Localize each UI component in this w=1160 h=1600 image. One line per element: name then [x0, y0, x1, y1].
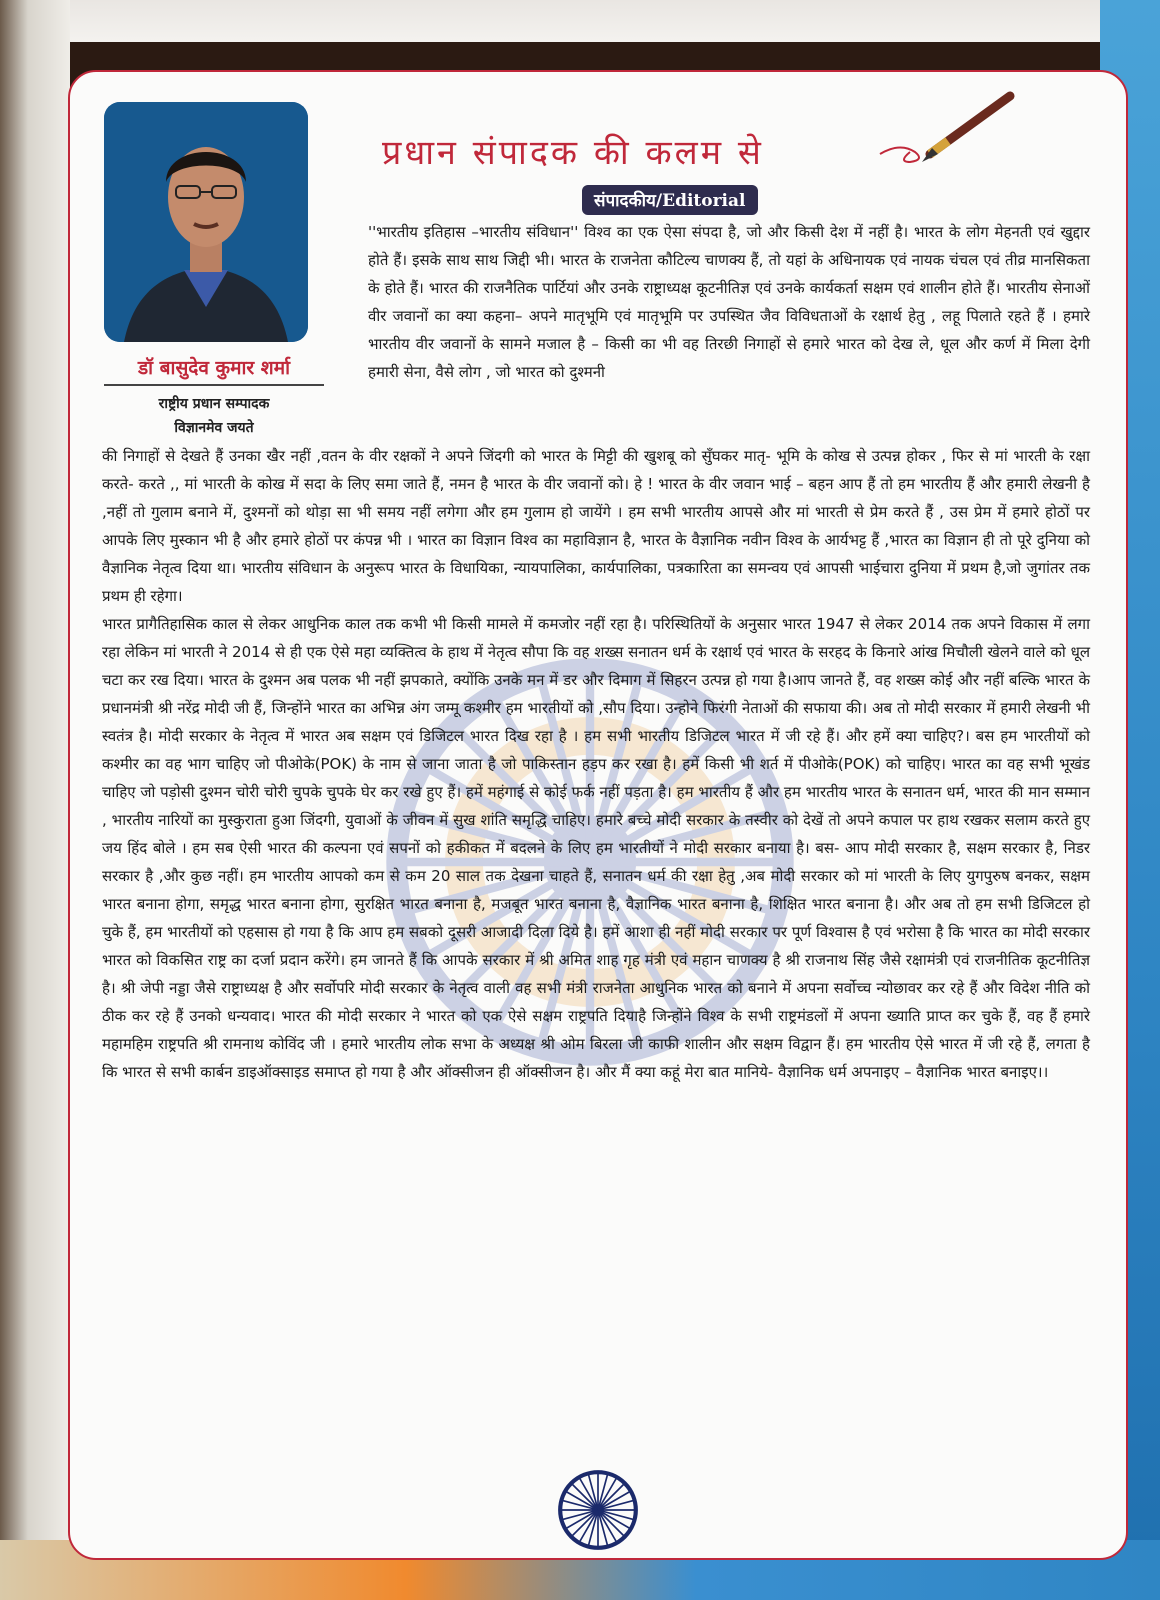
article-body: की निगाहों से देखते हैं उनका खैर नहीं ,वतन के वीर रक्षकों ने अपने जिंदगी को भारत के मिट्टी की खुशबू को सुँघकर मातृ- भूमि के कोख से उत्पन्न होकर , फिर से मां भारती के रक्षा करते- करते ,, मां भारती के कोख में सदा के लिए समा जाते हैं, नमन है भारत के वीर जवानों को। हे ! भारत के वीर जवान भाई – बहन आप हैं तो हम भारतीय हैं और हमारी लेखनी है ,नहीं तो गुलाम बनाने में, दुश्मनों को थोड़ा सा भी समय नहीं लगेगा और हम गुलाम हो जायेंगे । हम सभी भारतीय आपसे और मां भारती से प्रेम करते हैं , उस प्रेम में हमारे होठों पर आपके लिए मुस्कान भी है और हमारे होठों पर कंपन्न भी । भारत का विज्ञान विश्व का महाविज्ञान है, भारत के वैज्ञानिक नवीन विश्व के आर्यभट्ट हैं ,भारत का विज्ञान ही तो पूरे दुनिया को वैज्ञानिक नेतृत्व दिया था। भारतीय संविधान के अनुरूप भारत के विधायिका, न्यायपालिका, कार्यपालिका, पत्रकारिता का समन्वय एवं आपसी भाईचारा दुनिया में प्रथम है,जो जुगांतर तक प्रथम ही रहेगा। भारत प्रागैतिहासिक काल से लेकर आधुनिक काल तक कभी भी किसी मामले में कमजोर नहीं रहा है। परिस्थितियों के अनुसार भारत 1947 से लेकर 2014 तक अपने विकास में लगा रहा लेकिन मां भारती ने 2014 से ही एक ऐसे महा व्यक्तित्व के हाथ में नेतृत्व सौपा कि वह शख्स सनातन धर्म के रक्षार्थ एवं भारत के सरहद के किनारे आंख मिचौली खेलने वाले को धूल चटा कर रख दिया। भारत के दुश्मन अब पलक भी नहीं झपकाते, क्योंकि उनके मन में डर और दिमाग में सिहरन उत्पन्न हो गया है।आप जानते हैं, वह शख्स कोई और नहीं बल्कि भारत के प्रधानमंत्री श्री नरेंद्र मोदी जी हैं, जिन्होंने भारत का अभिन्न अंग जम्मू कश्मीर हम भारतीयों को ,सौप दिया। उन्होने फिरंगी नेताओं की सफाया की। अब तो मोदी सरकार में हमारी लेखनी भी स्वतंत्र है। मोदी सरकार के नेतृत्व में भारत अब सक्षम एवं डिजिटल भारत दिख रहा है । हम सभी भारतीय डिजिटल भारत में जी रहे हैं। और हमें क्या चाहिए?। बस हम भारतीयों को कश्मीर का वह भाग चाहिए जो पीओके(POK) के नाम से जाना जाता है जो पाकिस्तान हड़प कर रखा है। हमें किसी भी शर्त में पीओके(POK) को चाहिए। भारत का वह सभी भूखंड चाहिए जो पड़ोसी दुश्मन चोरी चोरी चुपके चुपके घेर कर रखे हुए हैं। हमें महंगाई से कोई फर्क नहीं पड़ता है। हम भारतीय हैं और हम भारतीय भारत के सनातन धर्म, भारत की मान सम्मान , भारतीय नारियों का मुस्कुराता हुआ जिंदगी, युवाओं के जीवन में सुख शांति समृद्धि चाहिए। हमारे बच्चे मोदी सरकार के तस्वीर को देखें तो अपने कपाल पर हाथ रखकर सलाम करते हुए जय हिंद बोले । हम सब ऐसी भारत की कल्पना एवं सपनों को हकीकत में बदलने के लिए हम भारतीयों ने मोदी सरकार बनाया है। बस- आप मोदी सरकार है, सक्षम सरकार है, निडर सरकार है ,और कुछ नहीं। हम भारतीय आपको कम से कम 20 साल तक देखना चाहते हैं, सनातन धर्म की रक्षा हेतु ,अब मोदी सरकार को मां भारती के लिए युगपुरुष बनकर, सक्षम भारत बनाना होगा, समृद्ध भारत बनाना होगा, सुरक्षित भारत बनाना है, मजबूत भारत बनाना है, वैज्ञानिक भारत बनाना है, शिक्षित भारत बनाना है। और अब तो हम सभी डिजिटल हो चुके हैं, हम भारतीयों को एहसास हो गया है कि आप हम सबको दूसरी आजादी दिला दिये है। हमें आशा ही नहीं मोदी सरकार पर पूर्ण विश्वास है एवं भरोसा है कि भारत का मोदी सरकार भारत को विकसित राष्ट्र का दर्जा प्रदान करेंगे। हम जानते हैं कि आपके सरकार में श्री अमित शाह गृह मंत्री एवं महान चाणक्य है श्री राजनाथ सिंह जैसे रक्षामंत्री एवं राजनीतिक कूटनीतिज्ञ है। श्री जेपी नड्डा जैसे राष्ट्राध्यक्ष है और सर्वोपरि मोदी सरकार के नेतृत्व वाली वह सभी मंत्री राजनेता आधुनिक भारत को बनाने में अपना सर्वोच्च न्योछावर कर रहे हैं और विदेश नीति को ठीक कर रहे हैं उनको धन्यवाद। भारत की मोदी सरकार ने भारत को एक ऐसे सक्षम राष्ट्रपति दियाहै जिन्होंने विश्व के सभी राष्ट्रमंडलों में अपना ख्याति प्राप्त कर चुके हैं, वह हैं हमारे महामहिम राष्ट्रपति श्री रामनाथ कोविंद जी । हमारे भारतीय लोक सभा के अध्यक्ष श्री ओम बिरला जी काफी शालीन और सक्षम विद्वान हैं। हम भारतीय ऐसे भारत में जी रहे हैं, लगता है कि भारत से सभी कार्बन डाइऑक्साइड समाप्त हो गया है और ऑक्सीजन ही ऑक्सीजन है। और मैं क्या कहूं मेरा बात मानिये- वैज्ञानिक धर्म अपनाइए – वैज्ञानिक भारत बनाइए।।	[102, 447, 1090, 1081]
author-role: राष्ट्रीय प्रधान सम्पादक	[158, 396, 270, 412]
editorial-badge: संपादकीय/Editorial	[582, 185, 758, 215]
author-motto: विज्ञानमेव जयते	[174, 420, 254, 436]
author-photo	[104, 102, 308, 342]
article-intro: ''भारतीय इतिहास –भारतीय संविधान'' विश्व का एक ऐसा संपदा है, जो और किसी देश में नहीं है। भारत के लोग मेहनती एवं खुद्दार होते हैं। इसके साथ साथ जिद्दी भी। भारत के राजनेता कौटिल्य चाणक्य हैं, तो यहां के अधिनायक एवं नायक चंचल एवं तीव्र मानसिकता के होते हैं। भारत की राजनैतिक पार्टियां और उनके राष्ट्राध्यक्ष कूटनीतिज्ञ एवं उनके कार्यकर्ता सक्षम एवं शालीन होते हैं। भारतीय सेनाओं वीर जवानों का क्या कहना– अपने मातृभूमि एवं मातृभूमि पर उपस्थित जैव विविधताओं के रक्षार्थ हेतु , लहू पिलाते रहते हैं । हमारे भारतीय वीर जवानों के सामने मजाल है – किसी का भी वह तिरछी निगाहों से हमारे भारत को देख ले, धूल और कर्ण में मिला देगी हमारी सेना, वैसे लोग , जो भारत को दुश्मनी	[368, 223, 1090, 381]
page-title: प्रधान संपादक की कलम से	[382, 133, 764, 173]
author-name: डॉ बासुदेव कुमार शर्मा	[104, 354, 324, 386]
ashoka-chakra-icon	[556, 1468, 640, 1552]
fountain-pen-icon	[870, 82, 1020, 172]
editorial-page	[68, 70, 1128, 1560]
background-book-spine	[0, 0, 70, 1600]
background-top	[60, 0, 1120, 42]
